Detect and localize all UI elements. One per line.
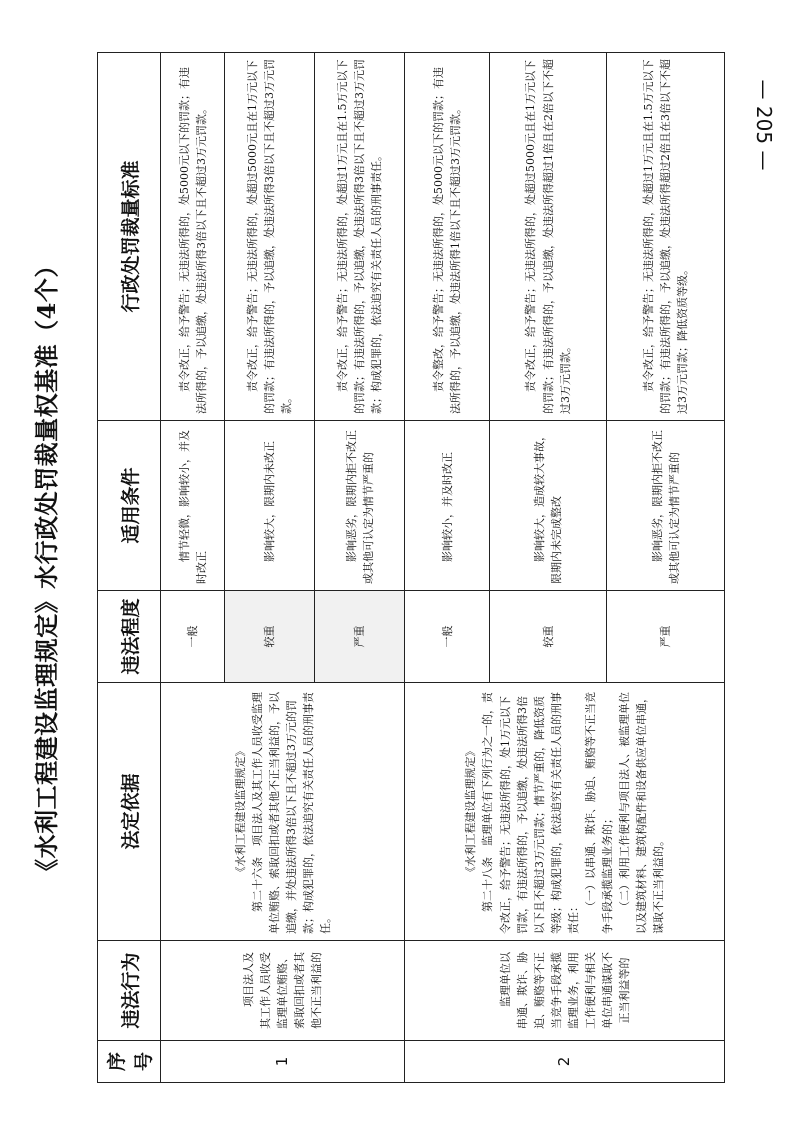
law-title: 《水利工程建设监理规定》 bbox=[233, 745, 247, 878]
header-number: 序号 bbox=[98, 1041, 161, 1083]
violation-text bbox=[405, 941, 725, 1041]
penalty-standard bbox=[315, 53, 405, 421]
rotated-sheet bbox=[32, 53, 725, 1083]
standard-text: 责令改正，给予警告；无违法所得的，处超过5000元且在1万元以下的罚款；有违法所得的，予以追缴，处违法所得超过1倍且在2倍以下不超过3万元罚款。 bbox=[524, 59, 572, 414]
document-title: 《水利工程建设监理规定》水行政处罚裁量权基准（4个） bbox=[32, 253, 61, 883]
condition-text: 影响较小，并及时改正 bbox=[440, 452, 454, 562]
condition-text: 影响较大，限期内未改正 bbox=[263, 441, 277, 562]
penalty-standard bbox=[225, 53, 315, 421]
table-row bbox=[161, 53, 225, 1083]
header-violation: 违法行为 bbox=[98, 941, 161, 1041]
severity-level: 较重 bbox=[489, 591, 607, 683]
severity-level: 较重 bbox=[225, 591, 315, 683]
row-number: 2 bbox=[405, 1041, 725, 1083]
law-article: 第二十六条 项目法人及其工作人员收受监理单位贿赂、索取回扣或者其他不正当利益的，予以追缴，并处违法所得3倍以下且不超过3万元的罚款；构成犯罪的，依法追究有关责任人员的刑事责任。 bbox=[250, 692, 332, 934]
applicable-condition bbox=[405, 421, 489, 591]
law-clause: （二）利用工作便利与项目法人、被监理单位以及建筑材料、建筑构配件和设备供应单位串通，谋取不正当利益的。 bbox=[617, 692, 665, 934]
condition-text: 影响较大，造成较大事故，限期内未完成整改 bbox=[532, 430, 564, 584]
applicable-condition bbox=[607, 421, 725, 591]
header-conditions: 适用条件 bbox=[98, 421, 161, 591]
law-clause: （一）以串通、欺诈、胁迫、贿赂等不正当竞争手段承揽监理业务的； bbox=[583, 692, 614, 934]
severity-level: 严重 bbox=[607, 591, 725, 683]
penalty-standards-table bbox=[97, 52, 725, 1083]
severity-level: 一般 bbox=[405, 591, 489, 683]
penalty-standard bbox=[161, 53, 225, 421]
standard-text: 责令改正，给予警告；无违法所得的，处超过1万元且在1.5万元以下的罚款；有违法所得的，予以追缴，处违法所得3倍以下且不超过3万元罚款；构成犯罪的，依法追究有关责任人员的刑事责任。 bbox=[336, 59, 384, 414]
header-severity: 违法程度 bbox=[98, 591, 161, 683]
legal-basis bbox=[161, 683, 405, 941]
legal-basis bbox=[405, 683, 725, 941]
law-title: 《水利工程建设监理规定》 bbox=[464, 745, 478, 878]
severity-level: 一般 bbox=[161, 591, 225, 683]
condition-text: 影响恶劣，限期内拒不改正或其他可认定为情节严重的 bbox=[344, 430, 375, 584]
condition-text: 情节轻微，影响较小，并及时改正 bbox=[177, 430, 208, 584]
standard-text: 责令改正，给予警告；无违法所得的，处5000元以下的罚款；有违法所得的，予以追缴，处违法所得3倍以下且不超过3万元罚款。 bbox=[177, 67, 208, 414]
severity-level: 严重 bbox=[315, 591, 405, 683]
penalty-standard bbox=[405, 53, 489, 421]
standard-text: 责令改正，给予警告；无违法所得的，处超过1万元且在1.5万元以下的罚款；有违法所得的，予以追缴，处违法所得超过2倍且在3倍以下不超过3万元罚款；降低资质等级。 bbox=[642, 59, 690, 414]
row-number: 1 bbox=[161, 1041, 405, 1083]
table-row bbox=[405, 53, 489, 1083]
standard-text: 责令改正，给予警告；无违法所得的，处超过5000元且在1万元以下的罚款；有违法所得的，予以追缴，处违法所得3倍以下且不超过3万元罚款。 bbox=[246, 59, 294, 414]
page-number bbox=[744, 70, 784, 180]
violation-text-content: 项目法人及其工作人员收受监理单位贿赂、索取回扣或者其他不正当利益的 bbox=[242, 952, 324, 1029]
violation-text bbox=[161, 941, 405, 1041]
applicable-condition bbox=[489, 421, 607, 591]
applicable-condition bbox=[161, 421, 225, 591]
violation-text-content: 监理单位以串通、欺诈、胁迫、贿赂等不正当竞争手段承揽监理业务，利用工作便利与相关单位串通谋取不正当利益等的 bbox=[498, 952, 631, 1029]
condition-text: 影响恶劣，限期内拒不改正或其他可认定为情节严重的 bbox=[650, 430, 681, 584]
header-penalty-standard: 行政处罚裁量标准 bbox=[98, 53, 161, 421]
penalty-standard bbox=[607, 53, 725, 421]
law-article: 第二十八条 监理单位有下列行为之一的，责令改正，给予警告；无违法所得的，处1万元以下罚款，有违法所得的，予以追缴，处违法所得3倍以下且不超过3万元罚款；情节严重的，降低资质等级；构成犯罪的，依法追究有关责任人员的刑事责任： bbox=[481, 692, 580, 934]
standard-text: 责令整改，给予警告；无违法所得的，处5000元以下的罚款；有违法所得的，予以追缴，处违法所得1倍以下且不超过3万元罚款。 bbox=[432, 67, 463, 414]
header-legal-basis: 法定依据 bbox=[98, 683, 161, 941]
applicable-condition bbox=[315, 421, 405, 591]
applicable-condition bbox=[225, 421, 315, 591]
table-header-row bbox=[98, 53, 161, 1083]
penalty-standard bbox=[489, 53, 607, 421]
page-number-text: — 205 — bbox=[752, 79, 776, 171]
